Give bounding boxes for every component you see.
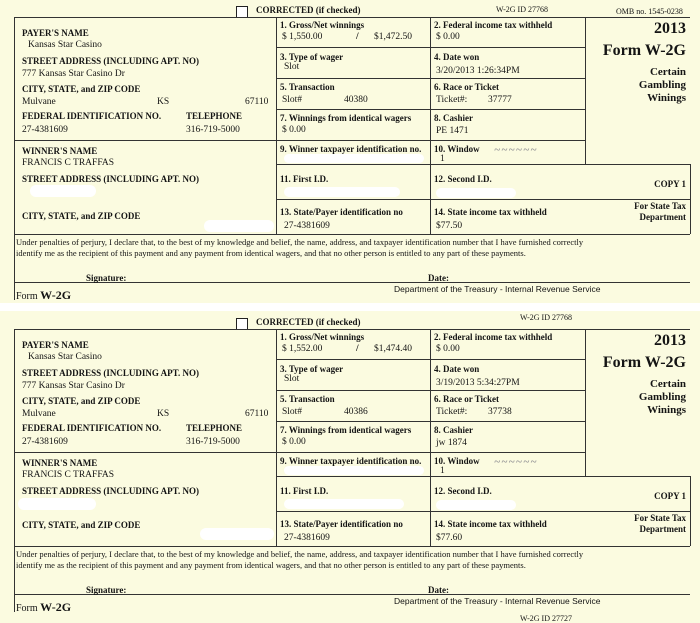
box2-value: $ 0.00 (436, 32, 460, 42)
winner-street-label: STREET ADDRESS (INCLUDING APT. NO) (22, 174, 199, 184)
divider-right (585, 329, 586, 476)
box14-label: 14. State income tax withheld (434, 519, 547, 529)
winner-name: FRANCIS C TRAFFAS (22, 470, 115, 480)
redacted-city (200, 528, 274, 540)
winner-city-label: CITY, STATE, and ZIP CODE (22, 520, 141, 530)
box4-label: 4. Date won (434, 52, 480, 62)
perjury-statement: Under penalties of perjury, I declare that, to the best of my knowledge and belief, the name, address, and taxpayer identification number that I have furnished correctly identify me as the recipient of this payment and any payment from identical wagers, and that no other person is entitled to any part of these payments. (16, 237, 584, 258)
box9-label: 9. Winner taxpayer identification no. (280, 456, 422, 466)
corrected-label: CORRECTED (if checked) (256, 5, 361, 15)
divider-right (585, 17, 586, 164)
box10-label: 10. Window (434, 144, 480, 154)
telephone: 316-719-5000 (186, 437, 240, 447)
box6-type: Ticket#: (436, 95, 468, 105)
signature-label: Signature: (86, 585, 127, 595)
form-id-top: W-2G ID 27768 (496, 5, 548, 14)
box2-value: $ 0.00 (436, 344, 460, 354)
row-line (276, 164, 690, 165)
box1-net: $1,474.40 (374, 344, 412, 354)
divider-left (276, 329, 277, 546)
box4-label: 4. Date won (434, 364, 480, 374)
fed-id: 27-4381609 (22, 437, 68, 447)
redacted-city (204, 220, 274, 232)
form-subtitle-2: Gambling (638, 79, 686, 91)
row-line (14, 140, 585, 141)
form-footer-prefix: Form (16, 291, 38, 302)
state: KS (157, 97, 170, 107)
box7-label: 7. Winnings from identical wagers (280, 113, 412, 123)
box3-label: 3. Type of wager (280, 52, 344, 62)
box9-label: 9. Winner taxpayer identification no. (280, 144, 422, 154)
row-line (14, 452, 585, 453)
box6-value: 37738 (488, 407, 512, 417)
divider-left (276, 17, 277, 234)
right-border (690, 476, 691, 546)
box5-value: 40380 (344, 95, 368, 105)
fed-id: 27-4381609 (22, 125, 68, 135)
row-line (14, 234, 690, 235)
box2-label: 2. Federal income tax withheld (434, 20, 553, 30)
redacted-tin (284, 154, 424, 163)
row-line (276, 359, 585, 360)
winner-city-label: CITY, STATE, and ZIP CODE (22, 211, 141, 221)
w2g-form-2 (0, 312, 700, 623)
zip: 67110 (245, 97, 269, 107)
department: Department of the Treasury - Internal Revenue Service (394, 596, 601, 606)
payer-name-label: PAYER'S NAME (22, 28, 89, 38)
page-gap (0, 303, 700, 311)
payer-name: Kansas Star Casino (28, 352, 102, 362)
redacted-first-id (284, 499, 404, 509)
winner-street-label: STREET ADDRESS (INCLUDING APT. NO) (22, 486, 199, 496)
signature-label: Signature: (86, 273, 127, 283)
form-year: 2013 (654, 332, 686, 349)
box1-slash: / (356, 344, 359, 354)
city-label: CITY, STATE, and ZIP CODE (22, 84, 141, 94)
box6-value: 37777 (488, 95, 512, 105)
fed-id-label: FEDERAL IDENTIFICATION NO. (22, 111, 162, 121)
handwritten-initials: ~~~~~~ (494, 144, 538, 156)
city-label: CITY, STATE, and ZIP CODE (22, 396, 141, 406)
form-footer-prefix: Form (16, 603, 38, 614)
telephone-label: TELEPHONE (186, 423, 243, 433)
zip: 67110 (245, 409, 269, 419)
box5-label: 5. Transaction (280, 82, 335, 92)
form-subtitle-1: Certain (649, 378, 686, 390)
row-line (276, 421, 585, 422)
redacted-street (18, 498, 96, 510)
date-label: Date: (428, 585, 449, 595)
box12-label: 12. Second I.D. (434, 486, 492, 496)
box10-value: 1 (440, 466, 445, 476)
copy-dest-1: For State Tax (634, 201, 686, 211)
copy-dest-1: For State Tax (634, 513, 686, 523)
row-line (276, 109, 585, 110)
box14-label: 14. State income tax withheld (434, 207, 547, 217)
bottom-id: W-2G ID 27727 (520, 614, 572, 623)
corrected-label: CORRECTED (if checked) (256, 317, 361, 327)
payer-name: Kansas Star Casino (28, 40, 102, 50)
box6-label: 6. Race or Ticket (434, 394, 499, 404)
left-border (14, 329, 15, 612)
perjury-statement: Under penalties of perjury, I declare that, to the best of my knowledge and belief, the name, address, and taxpayer identification number that I have furnished correctly identify me as the recipient of this payment and any payment from identical wagers, and that no other person is entitled to any part of these payments. (16, 549, 584, 570)
redacted-first-id (284, 187, 400, 197)
divider-mid (430, 329, 431, 546)
box14-value: $77.50 (436, 221, 463, 231)
box6-type: Ticket#: (436, 407, 468, 417)
city: Mulvane (22, 409, 56, 419)
box14-value: $77.60 (436, 533, 463, 543)
w2g-form-1 (0, 0, 700, 300)
box10-value: 1 (440, 154, 445, 164)
telephone: 316-719-5000 (186, 125, 240, 135)
copy-label: COPY 1 (654, 491, 686, 501)
department: Department of the Treasury - Internal Revenue Service (394, 284, 601, 294)
box13-label: 13. State/Payer identification no (280, 207, 403, 217)
copy-dest-2: Department (639, 212, 686, 222)
copy-dest-2: Department (639, 524, 686, 534)
row-line (276, 47, 585, 48)
state: KS (157, 409, 170, 419)
form-subtitle-3: Winings (647, 92, 686, 104)
winner-name-label: WINNER'S NAME (22, 146, 98, 156)
form-footer-name: W-2G (40, 288, 72, 302)
box3-value: Slot (284, 374, 300, 384)
row-line (14, 546, 690, 547)
box8-value: PE 1471 (436, 126, 469, 136)
telephone-label: TELEPHONE (186, 111, 243, 121)
form-footer-name: W-2G (40, 600, 72, 614)
winner-name: FRANCIS C TRAFFAS (22, 158, 115, 168)
row-line (276, 78, 585, 79)
box8-label: 8. Cashier (434, 425, 473, 435)
box13-label: 13. State/Payer identification no (280, 519, 403, 529)
form-title: Form W-2G (602, 354, 686, 371)
box8-label: 8. Cashier (434, 113, 473, 123)
form-id-top: W-2G ID 27768 (520, 313, 572, 322)
box3-label: 3. Type of wager (280, 364, 344, 374)
box1-slash: / (356, 32, 359, 42)
date-label: Date: (428, 273, 449, 283)
form-year: 2013 (654, 20, 686, 37)
fed-id-label: FEDERAL IDENTIFICATION NO. (22, 423, 162, 433)
row-line (276, 199, 690, 200)
street: 777 Kansas Star Casino Dr (22, 381, 125, 391)
row-line (276, 390, 585, 391)
redacted-tin (284, 466, 424, 475)
box5-type: Slot# (282, 95, 303, 105)
handwritten-initials: ~~~~~~ (494, 456, 538, 468)
redacted-street (30, 185, 96, 197)
box7-label: 7. Winnings from identical wagers (280, 425, 412, 435)
box1-net: $1,472.50 (374, 32, 412, 42)
box3-value: Slot (284, 62, 300, 72)
box1-label: 1. Gross/Net winnings (280, 20, 365, 30)
box13-value: 27-4381609 (284, 533, 330, 543)
box11-label: 11. First I.D. (280, 174, 329, 184)
box4-value: 3/19/2013 5:34:27PM (436, 378, 520, 388)
box8-value: jw 1874 (436, 438, 467, 448)
form-title: Form W-2G (602, 42, 686, 59)
box6-label: 6. Race or Ticket (434, 82, 499, 92)
box5-label: 5. Transaction (280, 394, 335, 404)
box7-value: $ 0.00 (282, 437, 306, 447)
box1-gross: $ 1,552.00 (282, 344, 323, 354)
street: 777 Kansas Star Casino Dr (22, 69, 125, 79)
omb-number: OMB no. 1545-0238 (616, 7, 683, 16)
top-border (14, 17, 690, 18)
box11-label: 11. First I.D. (280, 486, 329, 496)
street-label: STREET ADDRESS (INCLUDING APT. NO) (22, 56, 199, 66)
top-border (14, 329, 690, 330)
street-label: STREET ADDRESS (INCLUDING APT. NO) (22, 368, 199, 378)
divider-mid (430, 17, 431, 234)
box10-label: 10. Window (434, 456, 480, 466)
box1-label: 1. Gross/Net winnings (280, 332, 365, 342)
box2-label: 2. Federal income tax withheld (434, 332, 553, 342)
row-line (276, 476, 690, 477)
box7-value: $ 0.00 (282, 125, 306, 135)
row-line (276, 511, 690, 512)
box5-type: Slot# (282, 407, 303, 417)
left-border (14, 17, 15, 300)
redacted-second-id (436, 500, 516, 510)
form-subtitle-2: Gambling (638, 391, 686, 403)
box4-value: 3/20/2013 1:26:34PM (436, 66, 520, 76)
form-footer (16, 600, 71, 615)
redacted-second-id (436, 188, 516, 198)
box12-label: 12. Second I.D. (434, 174, 492, 184)
right-border (690, 164, 691, 234)
box5-value: 40386 (344, 407, 368, 417)
winner-name-label: WINNER'S NAME (22, 458, 98, 468)
copy-label: COPY 1 (654, 179, 686, 189)
payer-name-label: PAYER'S NAME (22, 340, 89, 350)
box13-value: 27-4381609 (284, 221, 330, 231)
box1-gross: $ 1,550.00 (282, 32, 323, 42)
form-subtitle-1: Certain (649, 66, 686, 78)
form-subtitle-3: Winings (647, 404, 686, 416)
form-footer (16, 288, 71, 303)
city: Mulvane (22, 97, 56, 107)
